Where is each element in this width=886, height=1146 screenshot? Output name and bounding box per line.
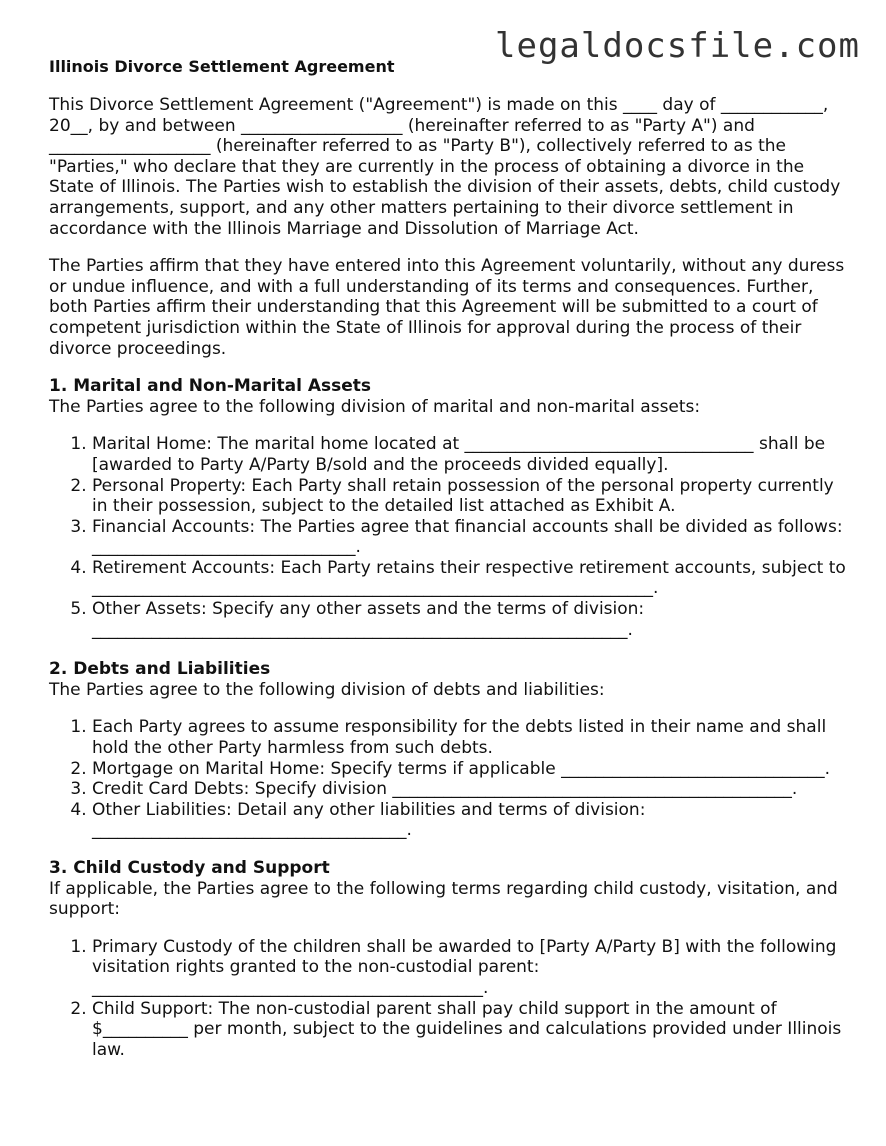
- section-intro: The Parties agree to the following division of marital and non-marital assets:: [49, 396, 701, 417]
- list-item: 2. Mortgage on Marital Home: Specify terms if applicable _______________________________.: [92, 759, 849, 780]
- section-debts: [49, 659, 849, 841]
- section-child-custody: [49, 858, 849, 1060]
- section-intro: If applicable, the Parties agree to the following terms regarding child custody, visitation, and support:: [49, 878, 838, 920]
- list-item: 4. Other Liabilities: Detail any other liabilities and terms of division: _____________________________________.: [92, 800, 849, 841]
- list-item: 1. Primary Custody of the children shall be awarded to [Party A/Party B] with the following visitation rights granted to the non-custodial parent: ______________________________________________.: [92, 937, 849, 999]
- assets-list: [49, 434, 849, 640]
- intro-paragraph: This Divorce Settlement Agreement ("Agreement") is made on this ____ day of ____________, 20__, by and between ___________________ (hereinafter referred to as "Party A") and ___________________ (hereinafter referred to as "Party B"), collectively referred to as the "Parties," who declare that they are currently in the process of obtaining a divorce in the State of Illinois. The Parties wish to establish the division of their assets, debts, child custody arrangements, support, and any other matters pertaining to their divorce settlement in accordance with the Illinois Marriage and Dissolution of Marriage Act.: [49, 95, 841, 239]
- debts-list: [49, 717, 849, 841]
- list-item: 3. Financial Accounts: The Parties agree that financial accounts shall be divided as follows: _______________________________.: [92, 517, 849, 558]
- watermark: legaldocsfile.com: [495, 26, 860, 66]
- custody-list: [49, 937, 849, 1061]
- list-item: 5. Other Assets: Specify any other assets and the terms of division: _______________________________________________________________.: [92, 599, 849, 640]
- affirmation-paragraph: The Parties affirm that they have entered into this Agreement voluntarily, without any duress or undue influence, and with a full understanding of its terms and consequences. Further, both Parties affirm their understanding that this Agreement will be submitted to a court of competent jurisdiction within the State of Illinois for approval during the process of their divorce proceedings.: [49, 256, 845, 359]
- list-item: 4. Retirement Accounts: Each Party retains their respective retirement accounts, subject to __________________________________________________________________.: [92, 558, 849, 599]
- section-heading: 1. Marital and Non-Marital Assets: [49, 376, 371, 397]
- section-heading: 2. Debts and Liabilities: [49, 659, 271, 680]
- section-intro: The Parties agree to the following division of debts and liabilities:: [49, 679, 605, 700]
- document-title: Illinois Divorce Settlement Agreement: [49, 57, 395, 76]
- list-item: 1. Each Party agrees to assume responsibility for the debts listed in their name and shall hold the other Party harmless from such debts.: [92, 717, 849, 758]
- document-body: [49, 56, 849, 1077]
- section-heading: 3. Child Custody and Support: [49, 858, 330, 878]
- list-item: 3. Credit Card Debts: Specify division _______________________________________________.: [92, 779, 849, 800]
- list-item: 2. Child Support: The non-custodial parent shall pay child support in the amount of $__________ per month, subject to the guidelines and calculations provided under Illinois law.: [92, 999, 849, 1061]
- section-assets: [49, 376, 849, 640]
- list-item: 1. Marital Home: The marital home located at __________________________________ shall be [awarded to Party A/Party B/sold and the proceeds divided equally].: [92, 434, 849, 475]
- list-item: 2. Personal Property: Each Party shall retain possession of the personal property currently in their possession, subject to the detailed list attached as Exhibit A.: [92, 476, 849, 517]
